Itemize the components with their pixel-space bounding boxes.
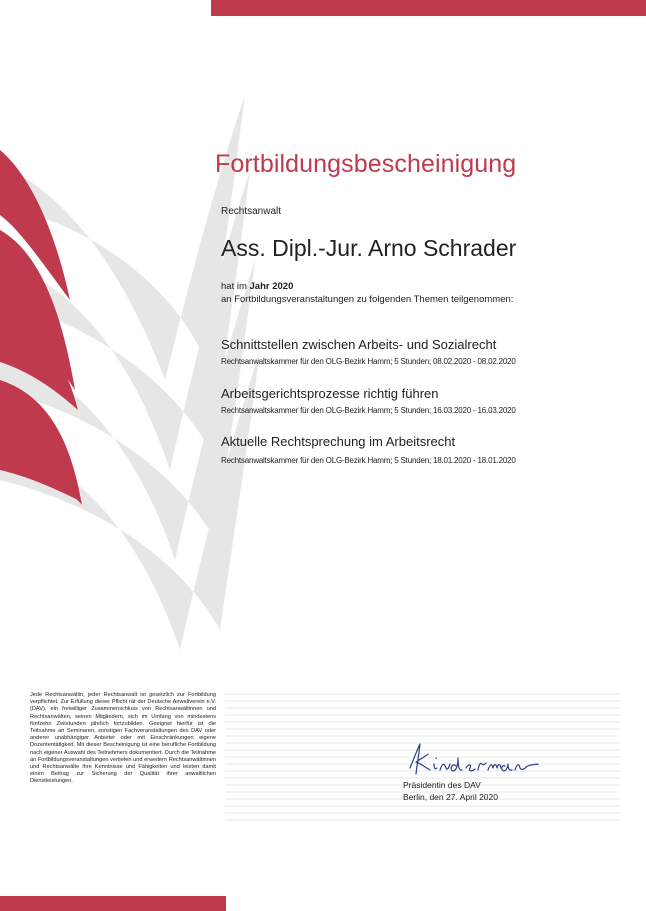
- place-date: Berlin, den 27. April 2020: [403, 792, 498, 802]
- course-title: Aktuelle Rechtsprechung im Arbeitsrecht: [221, 434, 456, 449]
- signer-title: Präsidentin des DAV: [403, 780, 481, 790]
- bottom-accent-bar: [0, 896, 226, 911]
- year-line: [221, 281, 293, 292]
- certificate-title: Fortbildungsbescheinigung: [215, 150, 517, 178]
- course-meta: Rechtsanwaltskammer für den OLG-Bezirk Hamm; 5 Stunden; 08.02.2020 - 08.02.2020: [221, 357, 516, 366]
- recipient-name: Ass. Dipl.-Jur. Arno Schrader: [221, 235, 517, 261]
- course-title: Schnittstellen zwischen Arbeits- und Sozialrecht: [221, 337, 497, 352]
- signature-image: [400, 740, 545, 780]
- intro-text: an Fortbildungsveranstaltungen zu folgenden Themen teilgenommen:: [221, 294, 514, 305]
- recipient-role: Rechtsanwalt: [221, 206, 282, 217]
- year-value: Jahr 2020: [249, 281, 294, 292]
- footer-disclaimer: Jede Rechtsanwältin, jeder Rechtsanwalt ist gesetzlich zur Fortbildung verpflichtet. Zur Erfüllung dieser Pflicht rät der Deutsche Anwaltverein e.V. (DAV), ein freiwilliger Zusammenschluss von Rechtsanwältinnen und Rechtsanwälten, seinen Mitgliedern, sich im Umfang von mindestens fünfzehn Zeitstunden jährlich fortzubilden. Geeignet hierfür ist die Teilnahme an Seminaren, sonstigen Fachveranstaltungen des DAV oder anderer unabhängiger Anbieter oder mit Einschränkungen eigene Dozententätigkeit. Mit dieser Bescheinigung ist eine berufliche Fortbildung nach eigener Auswahl des Teilnehmers dokumentiert. Durch die Teilnahme an Fortbildungsveranstaltungen vertiefen und erweitern Rechtsanwältinnen und Rechtsanwälte ihre Kenntnisse und Fähigkeiten und leisten damit einen Beitrag zur Sicherung der Qualität ihrer anwaltlichen Dienstleistungen.: [30, 692, 216, 785]
- year-prefix: hat im: [221, 281, 250, 292]
- course-meta: Rechtsanwaltskammer für den OLG-Bezirk Hamm; 5 Stunden; 18.01.2020 - 18.01.2020: [221, 456, 516, 465]
- course-meta: Rechtsanwaltskammer für den OLG-Bezirk Hamm; 5 Stunden; 16.03.2020 - 16.03.2020: [221, 406, 516, 415]
- course-title: Arbeitsgerichtsprozesse richtig führen: [221, 386, 439, 401]
